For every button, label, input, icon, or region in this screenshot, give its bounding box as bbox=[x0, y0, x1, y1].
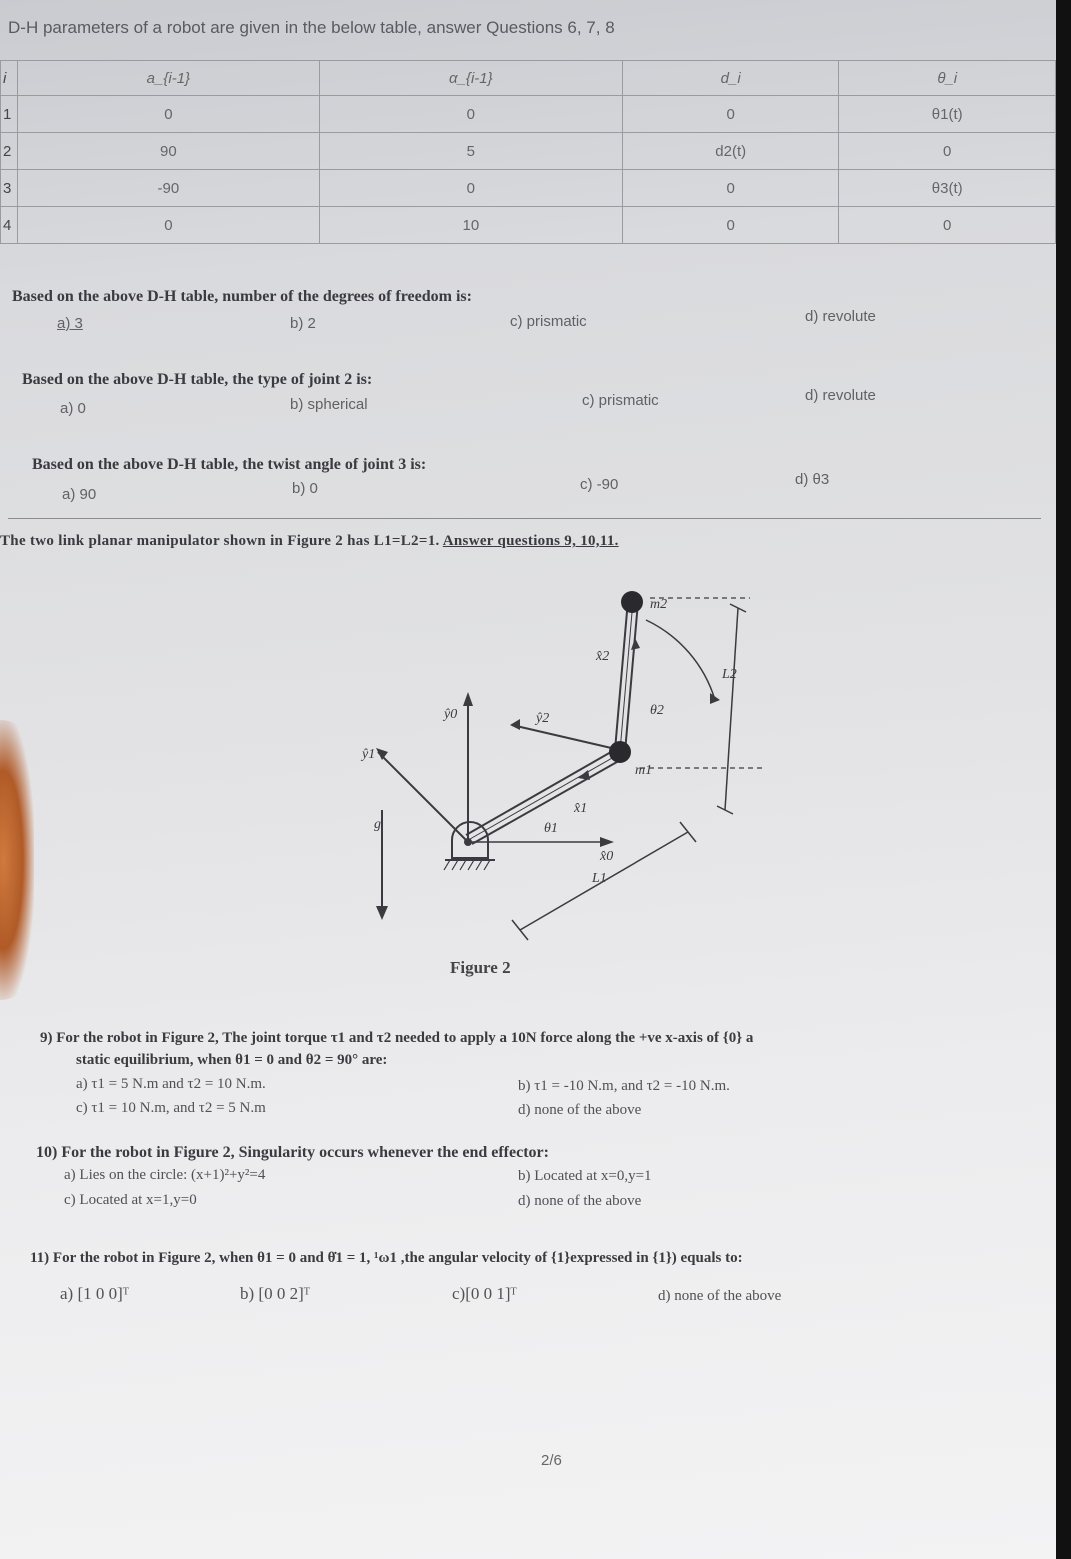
q7-option-c[interactable]: c) prismatic bbox=[582, 392, 659, 409]
q9-option-b[interactable]: b) τ1 = -10 N.m, and τ2 = -10 N.m. bbox=[518, 1078, 730, 1094]
q8-option-d[interactable]: d) θ3 bbox=[795, 471, 830, 488]
q7-option-b[interactable]: b) spherical bbox=[290, 396, 368, 413]
mass-m1 bbox=[609, 741, 631, 763]
dh-cell: 0 bbox=[622, 170, 839, 207]
dh-cell: 0 bbox=[622, 207, 839, 244]
q7-text: Based on the above D-H table, the type of joint 2 is: bbox=[22, 371, 373, 388]
q11-option-c[interactable]: c)[0 0 1]ᵀ bbox=[452, 1284, 517, 1303]
dh-table bbox=[0, 60, 1056, 244]
label-y2: ŷ2 bbox=[536, 711, 550, 726]
label-m1: m1 bbox=[635, 763, 653, 778]
gravity-arrowhead bbox=[376, 906, 388, 920]
dh-cell: 4 bbox=[1, 207, 18, 244]
q6-option-d[interactable]: d) revolute bbox=[805, 308, 876, 325]
label-l1: L1 bbox=[592, 871, 607, 886]
q10-option-d[interactable]: d) none of the above bbox=[518, 1193, 642, 1209]
q9-line1: 9) For the robot in Figure 2, The joint torque τ1 and τ2 needed to apply a 10N force along the +ve x-axis of {0} a bbox=[40, 1030, 754, 1046]
dh-col-a: a_{i-1} bbox=[18, 61, 320, 96]
dh-cell: -90 bbox=[18, 170, 320, 207]
y2-axis bbox=[512, 725, 620, 750]
dh-cell: 0 bbox=[18, 96, 320, 133]
label-theta2: θ2 bbox=[650, 703, 664, 718]
q11-option-d[interactable]: d) none of the above bbox=[658, 1288, 782, 1304]
q10-option-a[interactable]: a) Lies on the circle: (x+1)²+y²=4 bbox=[64, 1167, 266, 1183]
q9-option-d[interactable]: d) none of the above bbox=[518, 1102, 642, 1118]
q9-line2: static equilibrium, when θ1 = 0 and θ2 = 90° are: bbox=[76, 1052, 388, 1068]
q6-option-a[interactable]: a) 3 bbox=[57, 315, 83, 332]
q8-option-a[interactable]: a) 90 bbox=[62, 486, 97, 503]
link-1 bbox=[466, 748, 618, 835]
label-x1: x̂1 bbox=[574, 801, 588, 816]
q10-option-c[interactable]: c) Located at x=1,y=0 bbox=[64, 1192, 197, 1208]
q8-text: Based on the above D-H table, the twist angle of joint 3 is: bbox=[32, 456, 427, 473]
manipulator-figure bbox=[360, 580, 780, 950]
dh-col-i: i bbox=[1, 61, 18, 96]
dh-col-alpha: α_{i-1} bbox=[319, 61, 622, 96]
label-y1: ŷ1 bbox=[362, 747, 376, 762]
q6-option-b[interactable]: b) 2 bbox=[290, 315, 316, 332]
dh-cell: 0 bbox=[319, 170, 622, 207]
intro-text: The two link planar manipulator shown in Figure 2 has L1=L2=1. bbox=[0, 533, 443, 549]
table-header: D-H parameters of a robot are given in the below table, answer Questions 6, 7, 8 bbox=[8, 18, 615, 37]
label-l2: L2 bbox=[722, 667, 737, 682]
table-row bbox=[1, 207, 1056, 244]
y1-axis bbox=[378, 752, 468, 842]
link-2 bbox=[615, 600, 628, 750]
joint-1 bbox=[465, 839, 471, 845]
figure-intro bbox=[0, 533, 619, 550]
dh-header-row bbox=[1, 61, 1056, 96]
table-row bbox=[1, 133, 1056, 170]
table-row bbox=[1, 170, 1056, 207]
divider bbox=[8, 518, 1041, 519]
figure-caption: Figure 2 bbox=[450, 958, 511, 977]
dh-cell: 0 bbox=[622, 96, 839, 133]
q7-option-d[interactable]: d) revolute bbox=[805, 387, 876, 404]
q9-option-a[interactable]: a) τ1 = 5 N.m and τ2 = 10 N.m. bbox=[76, 1076, 266, 1092]
table-row bbox=[1, 96, 1056, 133]
dh-cell: θ3(t) bbox=[839, 170, 1056, 207]
q10-option-b[interactable]: b) Located at x=0,y=1 bbox=[518, 1168, 652, 1184]
label-y0: ŷ0 bbox=[444, 707, 458, 722]
dh-cell: θ1(t) bbox=[839, 96, 1056, 133]
dh-col-d: d_i bbox=[622, 61, 839, 96]
dh-cell: 5 bbox=[319, 133, 622, 170]
q6-text: Based on the above D-H table, number of the degrees of freedom is: bbox=[12, 288, 472, 305]
label-g: g bbox=[374, 817, 381, 832]
theta2-arc bbox=[646, 620, 715, 700]
label-x2: x̂2 bbox=[596, 649, 610, 664]
label-x0: x̂0 bbox=[600, 849, 614, 864]
label-m2: m2 bbox=[650, 597, 668, 612]
finger-shadow bbox=[0, 720, 34, 1000]
intro-link: Answer questions 9, 10,11. bbox=[442, 533, 619, 549]
dh-col-theta: θ_i bbox=[839, 61, 1056, 96]
q11-text: 11) For the robot in Figure 2, when θ1 = 0 and θ̇1 = 1, ¹ω1 ,the angular velocity of {1}expressed in {1}) equals to: bbox=[30, 1250, 743, 1266]
q9-option-c[interactable]: c) τ1 = 10 N.m, and τ2 = 5 N.m bbox=[76, 1100, 266, 1116]
dh-cell: 0 bbox=[839, 133, 1056, 170]
q6-option-c[interactable]: c) prismatic bbox=[510, 313, 587, 330]
q7-option-a[interactable]: a) 0 bbox=[60, 400, 86, 417]
q8-option-b[interactable]: b) 0 bbox=[292, 480, 318, 497]
l2-dimension bbox=[725, 608, 738, 810]
q11-option-a[interactable]: a) [1 0 0]ᵀ bbox=[60, 1284, 129, 1303]
dh-cell: 0 bbox=[839, 207, 1056, 244]
mass-m2 bbox=[621, 591, 643, 613]
dh-cell: 0 bbox=[319, 96, 622, 133]
q11-option-b[interactable]: b) [0 0 2]ᵀ bbox=[240, 1284, 310, 1303]
dh-cell: 0 bbox=[18, 207, 320, 244]
page-number: 2/6 bbox=[541, 1452, 562, 1469]
dh-cell: d2(t) bbox=[622, 133, 839, 170]
q10-text: 10) For the robot in Figure 2, Singularity occurs whenever the end effector: bbox=[36, 1144, 549, 1161]
label-theta1: θ1 bbox=[544, 821, 558, 836]
dh-cell: 2 bbox=[1, 133, 18, 170]
dh-cell: 3 bbox=[1, 170, 18, 207]
dh-cell: 10 bbox=[319, 207, 622, 244]
dh-cell: 1 bbox=[1, 96, 18, 133]
dh-cell: 90 bbox=[18, 133, 320, 170]
q8-option-c[interactable]: c) -90 bbox=[580, 476, 619, 493]
ground-hatch bbox=[444, 860, 490, 870]
